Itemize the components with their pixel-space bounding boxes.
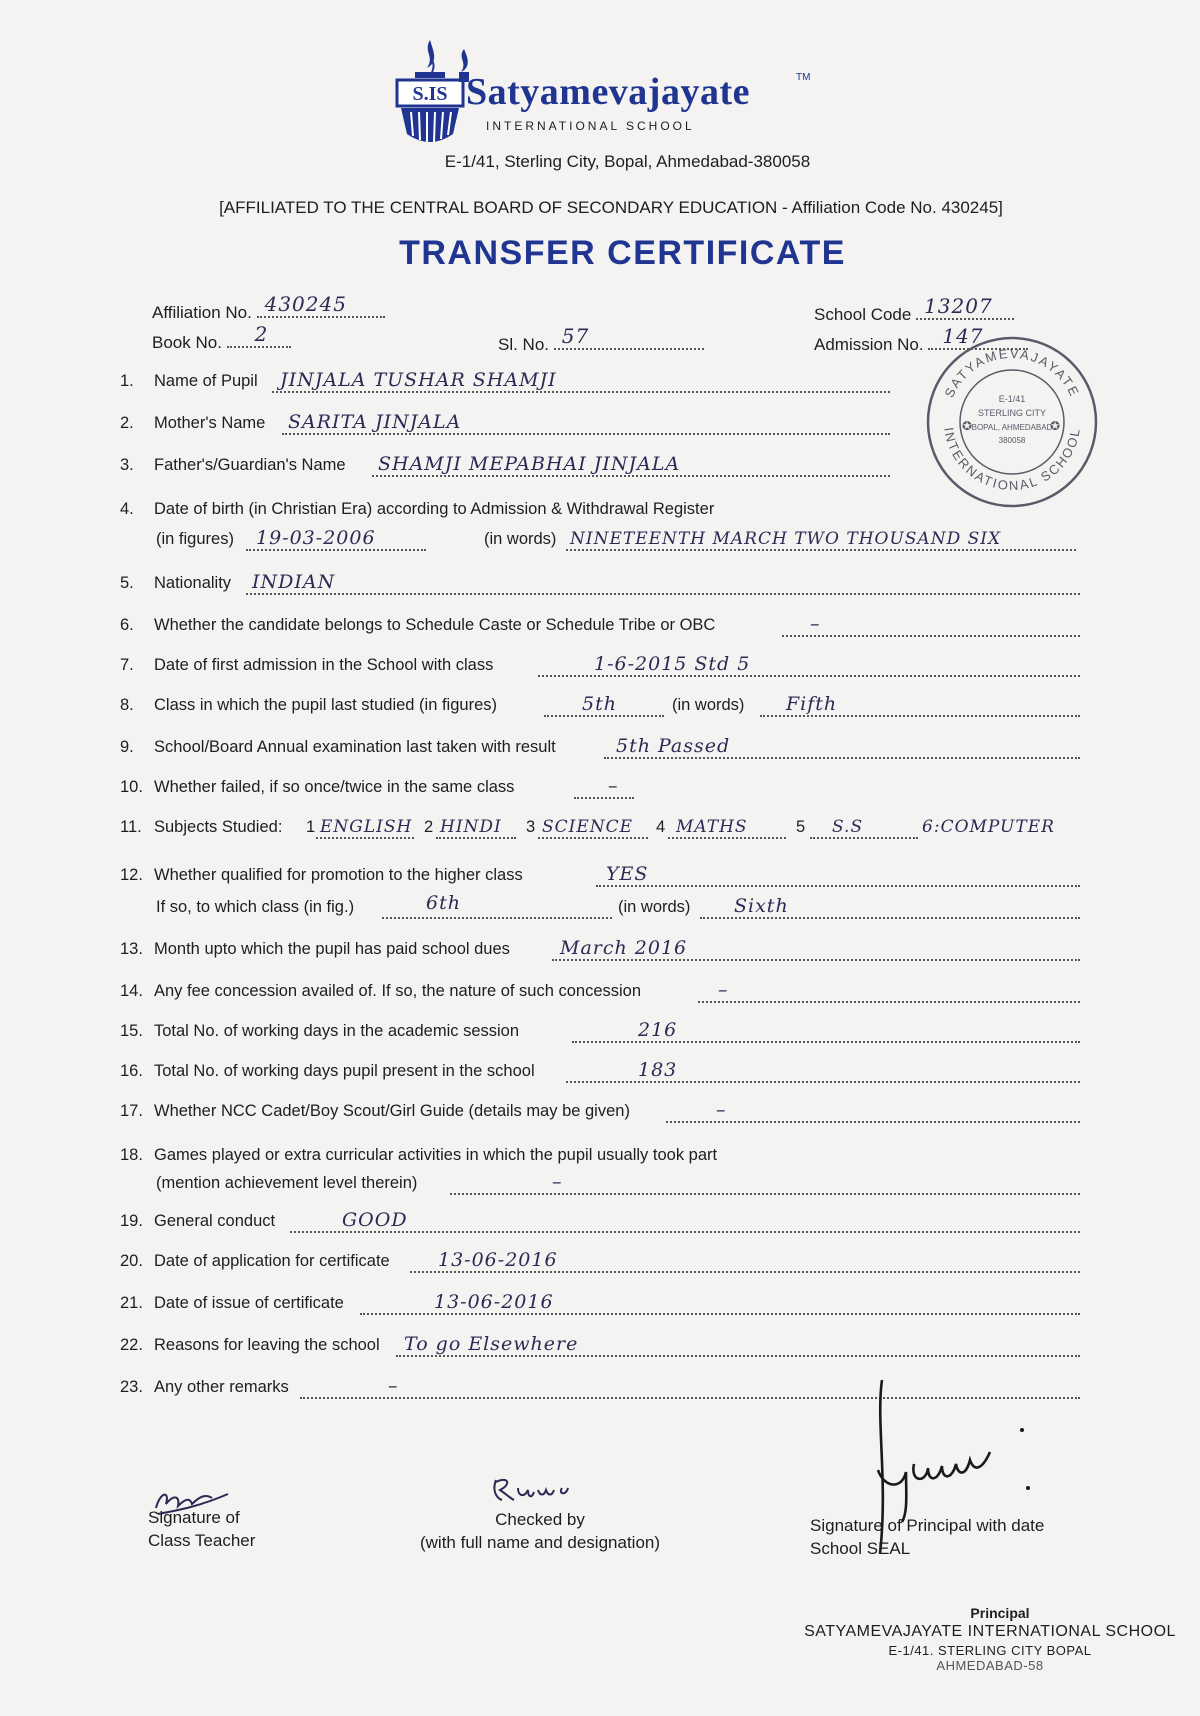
field-row-19 xyxy=(120,1209,1080,1236)
field-number: 17. xyxy=(120,1102,143,1120)
field-line xyxy=(596,885,1080,887)
field-line xyxy=(782,635,1080,637)
field-line xyxy=(290,1231,1080,1233)
field-line xyxy=(372,475,890,477)
field-row-1 xyxy=(120,369,1000,396)
field-row-4 xyxy=(120,500,1080,556)
caste-value: – xyxy=(810,613,821,635)
book-no-field xyxy=(152,322,291,353)
field-row-14 xyxy=(120,979,1080,1006)
field-number: 19. xyxy=(120,1212,143,1230)
field-line xyxy=(574,797,634,799)
field-label: Whether the candidate belongs to Schedule Caste or Schedule Tribe or OBC xyxy=(154,616,716,634)
field-number: 16. xyxy=(120,1062,143,1080)
dob-line xyxy=(156,527,1076,554)
sl-no-field xyxy=(498,324,704,355)
field-number: 21. xyxy=(120,1294,143,1312)
principal-stamp xyxy=(800,1605,1180,1673)
field-line xyxy=(272,391,890,393)
field-line xyxy=(396,1355,1080,1357)
field-number: 8. xyxy=(120,696,134,714)
principal-stamp-role: Principal xyxy=(970,1605,1030,1621)
field-row-17 xyxy=(120,1099,1080,1126)
checked-by-line2: (with full name and designation) xyxy=(419,1533,661,1552)
field-number: 12. xyxy=(120,866,143,884)
field-label: Whether NCC Cadet/Boy Scout/Girl Guide (details may be given) xyxy=(154,1102,630,1120)
dob-figures-value: 19-03-2006 xyxy=(256,527,376,549)
field-row-8 xyxy=(120,693,1080,720)
field-row-13 xyxy=(120,937,1080,964)
activities-line xyxy=(156,1171,1080,1198)
field-row-12 xyxy=(120,863,1080,922)
pupil-name-value: JINJALA TUSHAR SHAMJI xyxy=(280,369,557,391)
affiliation-no-label: Affiliation No. xyxy=(152,303,252,322)
field-number: 22. xyxy=(120,1336,143,1354)
checked-by-label xyxy=(410,1510,670,1553)
field-row-22 xyxy=(120,1333,1080,1360)
admission-no-value: 147 xyxy=(942,324,984,348)
trademark-mark: TM xyxy=(796,72,811,83)
fee-concession-value: – xyxy=(718,979,729,1001)
field-number: 20. xyxy=(120,1252,143,1270)
subject-2-value: HINDI xyxy=(440,817,502,837)
field-row-7 xyxy=(120,653,1080,680)
subject-num-4: 4 xyxy=(656,818,666,836)
school-name: Satyamevajayate xyxy=(466,71,750,113)
subject-num-3: 3 xyxy=(526,818,536,836)
field-label: Class in which the pupil last studied (in figures) xyxy=(154,696,497,714)
field-label: Father's/Guardian's Name xyxy=(154,456,346,474)
field-line xyxy=(760,715,1080,717)
exam-result-value: 5th Passed xyxy=(616,735,731,757)
field-row-10 xyxy=(120,775,640,802)
field-number: 6. xyxy=(120,616,134,634)
field-line xyxy=(552,959,1080,961)
last-class-words-label: (in words) xyxy=(672,696,745,714)
field-line xyxy=(572,1041,1080,1043)
subject-num-6: 6 xyxy=(922,817,934,837)
last-class-figures-value: 5th xyxy=(582,693,617,715)
svg-text:✪: ✪ xyxy=(962,419,973,433)
field-row-21 xyxy=(120,1291,1080,1318)
field-label: Date of birth (in Christian Era) according to Admission & Withdrawal Register xyxy=(154,500,715,518)
days-present-value: 183 xyxy=(638,1059,678,1081)
promotion-class-value: 6th xyxy=(426,892,461,914)
field-line xyxy=(538,675,1080,677)
application-date-value: 13-06-2016 xyxy=(438,1249,558,1271)
field-line xyxy=(382,917,612,919)
field-label: Subjects Studied: xyxy=(154,818,283,836)
last-class-words-value: Fifth xyxy=(786,693,838,715)
affiliation-no-line xyxy=(257,292,385,318)
principal-stamp-address1: E-1/41. STERLING CITY BOPAL xyxy=(888,1643,1092,1658)
school-code-field xyxy=(814,294,1014,325)
promotion-value: YES xyxy=(606,863,649,885)
sl-no-value: 57 xyxy=(561,324,590,348)
class-teacher-line1: Signature of xyxy=(148,1508,240,1527)
field-label: Mother's Name xyxy=(154,414,266,432)
subject-5-value: S.S xyxy=(832,817,864,837)
svg-text:STERLING CITY: STERLING CITY xyxy=(977,408,1047,418)
sl-no-label: Sl. No. xyxy=(498,335,550,354)
field-number: 18. xyxy=(120,1146,143,1164)
field-label: Date of first admission in the School with class xyxy=(154,656,494,674)
affiliation-no-value: 430245 xyxy=(264,292,347,316)
field-label: Name of Pupil xyxy=(154,372,258,390)
school-code-label: School Code xyxy=(814,305,912,324)
field-number: 14. xyxy=(120,982,143,1000)
field-label: Total No. of working days in the academic session xyxy=(154,1022,520,1040)
field-number: 4. xyxy=(120,500,134,518)
field-line xyxy=(246,549,426,551)
subject-3-value: SCIENCE xyxy=(542,817,634,837)
leaving-reason-value: To go Elsewhere xyxy=(404,1333,579,1355)
school-code-line xyxy=(916,294,1014,320)
school-subtitle: INTERNATIONAL SCHOOL xyxy=(486,119,695,133)
field-line xyxy=(668,837,786,839)
svg-text:INTERNATIONAL SCHOOL: INTERNATIONAL SCHOOL xyxy=(941,426,1083,494)
field-line xyxy=(566,1081,1080,1083)
field-row-3 xyxy=(120,453,1000,480)
field-label: Reasons for leaving the school xyxy=(154,1336,380,1354)
svg-text:BOPAL, AHMEDABAD: BOPAL, AHMEDABAD xyxy=(971,423,1053,432)
field-line xyxy=(604,757,1080,759)
first-admission-value: 1-6-2015 Std 5 xyxy=(594,653,751,675)
field-row-11 xyxy=(120,818,1180,842)
checked-by-line1: Checked by xyxy=(495,1510,585,1529)
principal-line1: Signature of Principal with date xyxy=(810,1516,1045,1535)
conduct-value: GOOD xyxy=(342,1209,408,1231)
field-number: 9. xyxy=(120,738,134,756)
field-number: 5. xyxy=(120,574,134,592)
field-line xyxy=(410,1271,1080,1273)
subject-1-value: ENGLISH xyxy=(320,817,413,837)
nationality-value: INDIAN xyxy=(252,571,336,593)
field-line xyxy=(538,837,648,839)
field-label: Month upto which the pupil has paid school dues xyxy=(154,940,510,958)
field-line xyxy=(360,1313,1080,1315)
svg-text:SATYAMEVAJAYATE: SATYAMEVAJAYATE xyxy=(941,345,1083,400)
checked-by-signature xyxy=(488,1470,588,1508)
field-row-2 xyxy=(120,411,1000,438)
issue-date-value: 13-06-2016 xyxy=(434,1291,554,1313)
certificate-title: TRANSFER CERTIFICATE xyxy=(399,234,846,272)
field-number: 15. xyxy=(120,1022,143,1040)
field-line xyxy=(436,837,516,839)
activities-value: – xyxy=(552,1171,563,1193)
field-line xyxy=(666,1121,1080,1123)
subject-6-text: COMPUTER xyxy=(940,817,1055,837)
subject-6-value: 6:COMPUTER xyxy=(922,817,1055,837)
affiliation-line: [AFFILIATED TO THE CENTRAL BOARD OF SECONDARY EDUCATION - Affiliation Code No. 430245] xyxy=(219,198,1003,217)
svg-text:E-1/41: E-1/41 xyxy=(998,394,1026,404)
subject-4-value: MATHS xyxy=(676,817,748,837)
field-line xyxy=(246,593,1080,595)
field-number: 7. xyxy=(120,656,134,674)
school-code-value: 13207 xyxy=(924,294,993,318)
field-line xyxy=(544,715,664,717)
dob-words-value: NINETEENTH MARCH TWO THOUSAND SIX xyxy=(570,529,1002,549)
field-row-16 xyxy=(120,1059,1080,1086)
field-label-2: (mention achievement level therein) xyxy=(156,1174,418,1192)
class-teacher-signature-label xyxy=(148,1508,255,1551)
field-label: Any fee concession availed of. If so, the nature of such concession xyxy=(154,982,642,1000)
field-label: Nationality xyxy=(154,574,232,592)
field-label: Games played or extra curricular activities in which the pupil usually took part xyxy=(154,1146,718,1164)
field-row-5 xyxy=(120,571,1080,598)
dob-figures-label: (in figures) xyxy=(156,530,234,548)
subject-num-1: 1 xyxy=(306,818,316,836)
field-row-18 xyxy=(120,1146,1080,1198)
field-row-6 xyxy=(120,613,1080,640)
field-number: 13. xyxy=(120,940,143,958)
svg-text:380058: 380058 xyxy=(998,436,1026,445)
working-days-value: 216 xyxy=(638,1019,678,1041)
field-row-9 xyxy=(120,735,1080,762)
principal-stamp-address2: AHMEDABAD-58 xyxy=(936,1658,1044,1673)
field-label: General conduct xyxy=(154,1212,276,1230)
field-row-15 xyxy=(120,1019,1080,1046)
field-line xyxy=(698,1001,1080,1003)
field-label: Total No. of working days pupil present in the school xyxy=(154,1062,535,1080)
field-label: Any other remarks xyxy=(154,1378,289,1396)
book-no-line xyxy=(227,322,291,348)
svg-text:S.IS: S.IS xyxy=(412,83,448,105)
field-label: Date of issue of certificate xyxy=(154,1294,344,1312)
field-line xyxy=(810,837,918,839)
promotion-words-label: (in words) xyxy=(618,898,691,916)
remarks-value: – xyxy=(388,1375,399,1397)
field-line xyxy=(700,917,1080,919)
promotion-words-value: Sixth xyxy=(734,895,789,917)
subject-num-2: 2 xyxy=(424,818,434,836)
field-label: Whether qualified for promotion to the higher class xyxy=(154,866,523,884)
field-number: 1. xyxy=(120,372,134,390)
promotion-class-line xyxy=(156,892,1080,922)
field-line xyxy=(316,837,414,839)
class-teacher-line2: Class Teacher xyxy=(148,1531,256,1550)
field-line xyxy=(566,549,1076,551)
mother-name-value: SARITA JINJALA xyxy=(288,411,462,433)
book-no-label: Book No. xyxy=(152,333,222,352)
admission-no-label: Admission No. xyxy=(814,335,924,354)
book-no-value: 2 xyxy=(254,322,269,346)
field-number: 2. xyxy=(120,414,134,432)
field-line xyxy=(450,1193,1080,1195)
field-label: Date of application for certificate xyxy=(154,1252,390,1270)
father-name-value: SHAMJI MEPABHAI JINJALA xyxy=(378,453,681,475)
field-label: School/Board Annual examination last taken with result xyxy=(154,738,556,756)
principal-signature-label xyxy=(810,1516,1044,1559)
promotion-class-label: If so, to which class (in fig.) xyxy=(156,898,355,916)
dob-words-label: (in words) xyxy=(484,530,557,548)
affiliation-no-field xyxy=(152,292,385,323)
field-number: 11. xyxy=(120,818,142,836)
principal-stamp-school: SATYAMEVAJAYATE INTERNATIONAL SCHOOL xyxy=(804,1623,1176,1640)
principal-line2: School SEAL xyxy=(810,1539,911,1558)
field-number: 10. xyxy=(120,778,143,796)
svg-text:✪: ✪ xyxy=(1050,419,1061,433)
dues-paid-value: March 2016 xyxy=(560,937,688,959)
field-row-20 xyxy=(120,1249,1080,1276)
field-number: 3. xyxy=(120,456,134,474)
field-label: Whether failed, if so once/twice in the same class xyxy=(154,778,515,796)
field-number: 23. xyxy=(120,1378,143,1396)
field-line xyxy=(282,433,890,435)
subject-num-5: 5 xyxy=(796,818,806,836)
school-address: E-1/41, Sterling City, Bopal, Ahmedabad-380058 xyxy=(444,152,811,171)
ncc-value: – xyxy=(716,1099,727,1121)
failed-value: – xyxy=(608,775,619,797)
sl-no-line xyxy=(554,324,704,350)
